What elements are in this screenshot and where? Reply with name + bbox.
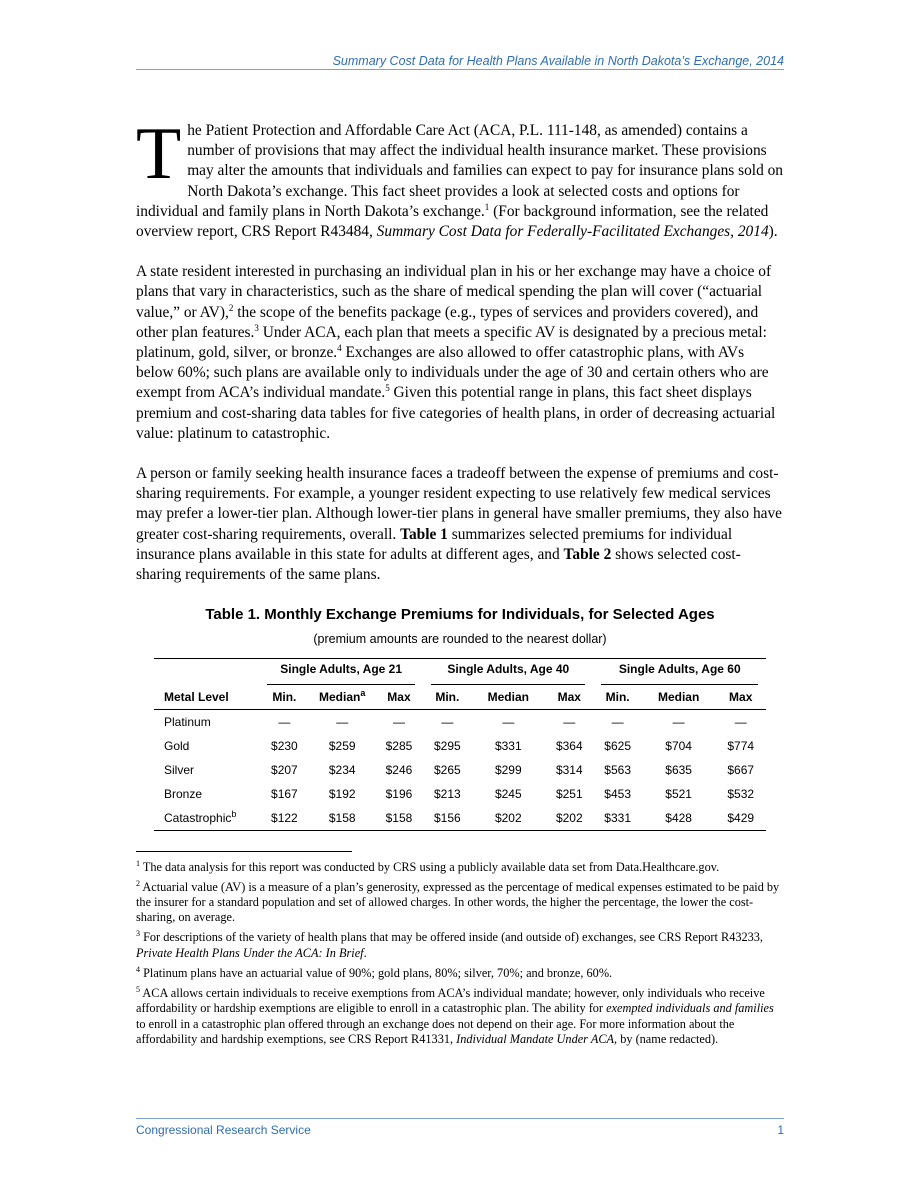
col-median-40: Median [472, 685, 546, 710]
running-header: Summary Cost Data for Health Plans Available in North Dakota’s Exchange, 2014 [332, 54, 784, 68]
footnote-ref-4[interactable]: 4 [337, 342, 342, 353]
footnote-5: $^5$ ACA allows certain individuals to receive exemptions from ACA’s individual mandate; however, only individuals who receive affordability or hardship exemptions are eligible to enroll in a catastrophic plan. The ability for exempted individuals and families to enroll in a catastrophic plan offered through an exchange does not depend on their age. For more information about the affordability and hardship exemptions, see CRS Report R41331, Individual Mandate Under ACA, by (name redacted). [136, 985, 774, 1046]
table-cell: $299 [494, 762, 522, 777]
table-cell: $265 [433, 762, 461, 777]
tradeoff-text-2: summarizes selected premiums for individual insurance plans available in this state for adults at different ages, and [136, 525, 733, 563]
document-body [136, 113, 784, 1052]
intro-text-2: (For background information, see the related overview report, CRS Report R43484, [136, 202, 769, 241]
footer-org: Congressional Research Service [136, 1123, 311, 1137]
table-cell: $202 [545, 806, 593, 831]
col-median-21: Median$^a$ [310, 685, 375, 710]
table-1-ref: Table 1 [400, 525, 448, 543]
table-row [154, 782, 766, 806]
table-cell: — [502, 714, 515, 729]
table-cell: $453 [604, 786, 631, 801]
table-cell: $521 [665, 786, 692, 801]
footnote-3: $^3$ For descriptions of the variety of health plans that may be offered inside (and outside of) exchanges, see CRS Report R43233, Private Health Plans Under the ACA: In Brief. [136, 929, 764, 960]
group-age-21: Single Adults, Age 21 [267, 659, 415, 684]
group-age-60: Single Adults, Age 60 [601, 659, 758, 684]
col-min-60: Min. [593, 685, 641, 710]
table-cell: $246 [385, 762, 413, 777]
table-row [154, 734, 766, 758]
row-label: Silver [164, 762, 195, 777]
footnote-rule [136, 851, 352, 852]
report-title: Summary Cost Data for Federally-Facilitated Exchanges, 2014 [376, 223, 769, 241]
table-cell: $251 [555, 786, 583, 801]
table-cell: $331 [494, 738, 522, 753]
table-cell: $245 [494, 786, 522, 801]
table-cell: — [611, 714, 624, 729]
premiums-table [154, 658, 766, 831]
group-age-40: Single Adults, Age 40 [431, 659, 585, 684]
drop-cap: T [136, 113, 182, 195]
paragraph-intro [136, 113, 784, 242]
table-cell: $196 [385, 786, 413, 801]
plans-text-4: Exchanges are also allowed to offer catastrophic plans, with AVs below 60%; such plans are available only to individuals under the age of 30 and certain others who are exempt from ACA’s individual mandate. [136, 344, 769, 402]
footnote-ref-2[interactable]: 2 [228, 302, 234, 313]
paragraph-plans [136, 262, 784, 444]
plans-text-1: A state resident interested in purchasing an individual plan in his or her exchange may have a choice of plans that vary in characteristics, such as the share of medical spending the plan will cover (“actuarial value,” or AV), [136, 263, 772, 321]
footnote-ref-5[interactable]: 5 [385, 383, 390, 394]
row-label: Gold [164, 738, 190, 753]
col-max-21: Max [375, 685, 423, 710]
table-cell: $158 [310, 806, 375, 831]
row-label: Platinum [164, 714, 211, 729]
table-cell: — [278, 714, 291, 729]
table-cell: $167 [271, 786, 298, 801]
table-cell: $635 [665, 762, 692, 777]
col-max-40: Max [545, 685, 593, 710]
col-max-60: Max [715, 685, 766, 710]
table-cell: $704 [665, 738, 692, 753]
table-2-ref: Table 2 [563, 545, 612, 563]
col-median-60: Median [642, 685, 716, 710]
footer-rule [136, 1118, 784, 1119]
group-header-row [154, 658, 766, 685]
table-cell: $364 [555, 738, 583, 753]
table-cell: $192 [328, 786, 356, 801]
table-cell: $259 [328, 738, 356, 753]
table-cell: — [734, 714, 747, 729]
tradeoff-text-3: shows selected cost-sharing requirements of the same plans. [136, 545, 741, 584]
column-header-row [154, 685, 766, 710]
row-label: Catastrophic$^b$ [154, 806, 259, 831]
table-cell: $207 [271, 762, 298, 777]
table-cell: $532 [727, 786, 755, 801]
metal-level-header: Metal Level [154, 685, 259, 710]
footnote-1: $^1$ The data analysis for this report was conducted by CRS using a publicly available data set from Data.Healthcare.gov. [136, 858, 720, 874]
table-row [154, 806, 766, 831]
table-cell: $625 [604, 738, 631, 753]
table-subtitle: (premium amounts are rounded to the nearest dollar) [313, 632, 607, 647]
catastrophic-note: b [231, 808, 237, 819]
footnote-4: $^4$ Platinum plans have an actuarial value of 90%; gold plans, 80%; silver, 70%; and bronze, 60%. [136, 964, 613, 980]
col-min-21: Min. [259, 685, 309, 710]
paragraph-tradeoff [136, 464, 784, 585]
table-cell: $234 [328, 762, 356, 777]
table-cell: — [672, 714, 685, 729]
table-cell: — [392, 714, 405, 729]
intro-text-3: ). [768, 223, 778, 241]
col-min-40: Min. [423, 685, 471, 710]
plans-text-3: Under ACA, each plan that meets a specific AV is designated by a precious metal: platinum, gold, silver, or bronze. [136, 323, 767, 362]
table-title: Table 1. Monthly Exchange Premiums for Individuals, for Selected Ages [205, 606, 715, 624]
table-cell: $774 [727, 738, 755, 753]
table-cell: — [563, 714, 576, 729]
row-label: Bronze [164, 786, 203, 801]
table-row [154, 709, 766, 734]
table-cell: $331 [593, 806, 641, 831]
tradeoff-text-1: A person or family seeking health insurance faces a tradeoff between the expense of premiums and cost-sharing requirements. For example, a younger resident expecting to use relatively few medical services may prefer a lower-tier plan. Although lower-tier plans in general have smaller premiums, they also have greater cost-sharing requirements, overall. [136, 465, 782, 543]
footnotes [136, 860, 784, 1047]
table-cell: — [336, 714, 349, 729]
table-row [154, 758, 766, 782]
table-cell: $667 [727, 762, 755, 777]
plans-text-5: Given this potential range in plans, this fact sheet displays premium and cost-sharing data tables for five categories of health plans, in order of decreasing actuarial value: platinum to catastrophic. [136, 384, 776, 442]
table-cell: $230 [271, 738, 298, 753]
page-number: 1 [777, 1123, 784, 1137]
table-cell: $202 [472, 806, 546, 831]
plans-text-2: the scope of the benefits package (e.g., types of services and providers covered), and other plan features. [136, 303, 759, 341]
table-cell: $213 [433, 786, 461, 801]
header-rule [136, 69, 784, 70]
footnote-2: $^2$ Actuarial value (AV) is a measure of a plan’s generosity, expressed as the percentage of medical expenses estimated to be paid by the insurer for a standard population and set of allowed charges. In other words, the higher the percentage, the lower the cost-sharing, on average. [136, 878, 780, 925]
table-cell: $563 [604, 762, 631, 777]
table-cell: $295 [433, 738, 461, 753]
table-cell: $285 [385, 738, 413, 753]
table-cell: $429 [715, 806, 766, 831]
table-cell: $156 [423, 806, 471, 831]
table-cell: $428 [642, 806, 716, 831]
median-note: a [360, 687, 366, 698]
footnote-ref-1[interactable]: 1 [484, 201, 490, 212]
footnote-ref-3[interactable]: 3 [254, 322, 259, 333]
table-cell: $314 [555, 762, 583, 777]
intro-text: he Patient Protection and Affordable Care Act (ACA, P.L. 111-148, as amended) contains a number of provisions that may affect the individual health insurance market. These provisions may alter the amounts that individuals and families can expect to pay for insurance plans sold on North Dakota’s exchange. This fact sheet provides a look at selected costs and options for individual and family plans in North Dakota’s exchange. [136, 122, 783, 220]
table-cell: — [441, 714, 454, 729]
table-cell: $122 [259, 806, 309, 831]
table-cell: $158 [375, 806, 423, 831]
